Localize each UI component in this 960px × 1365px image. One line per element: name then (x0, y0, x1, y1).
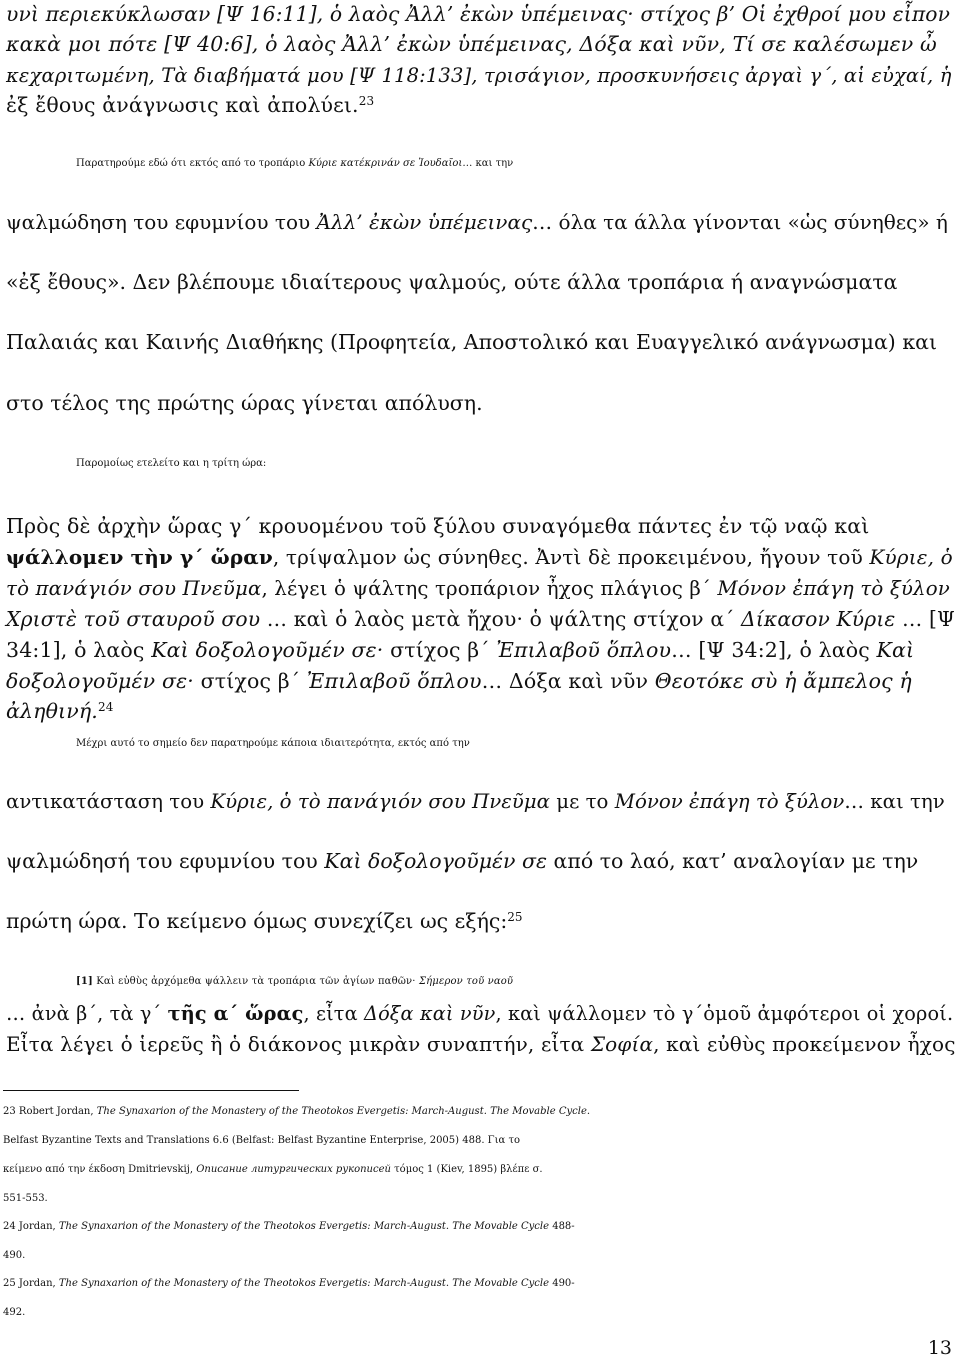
text-line: 34:1], ὁ λαὸς Καὶ δοξολογοῦμέν σε· στίχος β΄ Ἐπιλαβοῦ ὅπλου… [Ψ 34:2], ὁ λαὸς Καὶ (6, 638, 915, 662)
footnote-25-line: 492. (3, 1307, 26, 1318)
text-line: ψάλλομεν τὴν γ΄ ὥραν, τρίψαλμον ὡς σύνηθες. Ἀντὶ δὲ προκειμένου, ἤγουν τοῦ Κύριε, ὁ (6, 545, 953, 569)
text-line: ἀληθινή.$^{24}$ (6, 699, 114, 723)
footnote-separator (3, 1090, 299, 1091)
footnote-23-line: κείμενο από την έκδοση Dmitrievskij, Описание литургических рукописей τόμος 1 (Kiev, 1895) βλέπε σ. (3, 1164, 543, 1175)
text-line: Πρὸς δὲ ἀρχὴν ὥρας γ΄ κρουομένου τοῦ ξύλου συναγόμεθα πάντες ἐν τῷ ναῷ καὶ (6, 514, 870, 538)
text-line: υνὶ περιεκύκλωσαν [Ψ 16:11], ὁ λαὸς Ἀλλ’ ἐκὼν ὑπέμεινας· στίχος β’ Οἱ ἐχθροί μου εἶπον (6, 2, 951, 26)
text-line: … ἀνὰ β΄, τὰ γ΄ τῆς α΄ ὥρας, εἶτα Δόξα καὶ νῦν, καὶ ψάλλομεν τὸ γ΄ὁμοῦ ἀμφότεροι οἱ χοροί. (6, 1002, 954, 1025)
text-line: «ἐξ ἔθους». Δεν βλέπουμε ιδιαίτερους ψαλμούς, ούτε άλλα τροπάρια ή αναγνώσματα (6, 270, 898, 294)
footnote-23: 23 Robert Jordan, The Synaxarion of the Monastery of the Theotokos Evergetis: March-August. The Movable Cycle. (3, 1106, 591, 1117)
text-line: στο τέλος της πρώτης ώρας γίνεται απόλυση. (6, 391, 483, 415)
text-line: πρώτη ώρα. Το κείμενο όμως συνεχίζει ως εξής:$^{25}$ (6, 909, 523, 933)
text-line: αντικατάσταση του Κύριε, ὁ τὸ πανάγιόν σου Πνεῦμα με το Μόνον ἐπάγη τὸ ξύλον… και την (6, 790, 945, 813)
text-line: κεχαριτωμένη, Τὰ διαβήματά μου [Ψ 118:133], τρισάγιον, προσκυνήσεις ἀργαὶ γ΄, αἱ εὐχαί, ἡ (6, 64, 952, 87)
text-line: Χριστὲ τοῦ σταυροῦ σου … καὶ ὁ λαὸς μετὰ ἤχου· ὁ ψάλτης στίχον α΄ Δίκασον Κύριε … [Ψ (6, 607, 955, 631)
footnote-ref: 23 (358, 94, 375, 108)
text-line: Μέχρι αυτό το σημείο δεν παρατηρούμε κάποια ιδιαιτερότητα, εκτός από την (76, 738, 470, 749)
text-line: ἐξ ἔθους ἀνάγνωσις καὶ ἀπολύει.$^{23}$ (6, 93, 375, 117)
text-line: Παλαιάς και Καινής Διαθήκης (Προφητεία, Αποστολικό και Ευαγγελικό ανάγνωσμα) και (6, 330, 938, 354)
text-line: Εἶτα λέγει ὁ ἱερεῦς ἢ ὁ διάκονος μικρὰν συναπτήν, εἶτα Σοφία, καὶ εὐθὺς προκείμενον ἦχος (6, 1032, 956, 1056)
text-line: Παρατηρούμε εδώ ότι εκτός από το τροπάριο Κύριε κατέκρινάν σε Ἰουδαῖοι… και την (76, 158, 514, 169)
footnote-23-line: 551-553. (3, 1193, 48, 1204)
text-line: κακὰ μοι πότε [Ψ 40:6], ὁ λαὸς Ἀλλ’ ἐκὼν ὑπέμεινας, Δόξα καὶ νῦν, Τί σε καλέσωμεν ὦ (6, 32, 937, 56)
footnote-ref: 25 (507, 910, 523, 924)
text-line: τὸ πανάγιόν σου Πνεῦμα, λέγει ὁ ψάλτης τροπάριον ἦχος πλάγιος β΄ Μόνον ἐπάγη τὸ ξύλον (6, 577, 950, 600)
text-line: [1] Καὶ εὐθὺς ἀρχόμεθα ψάλλειν τὰ τροπάρια τῶν ἁγίων παθῶν· Σήμερον τοῦ ναοῦ (76, 976, 514, 987)
footnote-25: 25 Jordan, The Synaxarion of the Monastery of the Theotokos Evergetis: March-August. The Movable Cycle 490- (3, 1278, 575, 1289)
text-line: δοξολογοῦμέν σε· στίχος β΄ Ἐπιλαβοῦ ὅπλου… Δόξα καὶ νῦν Θεοτόκε σὺ ἡ ἄμπελος ἡ (6, 669, 912, 693)
text-line: ψαλμώδηση του εφυμνίου του Ἀλλ’ ἐκὼν ὑπέμεινας… όλα τα άλλα γίνονται «ὡς σύνηθες» ή (6, 210, 948, 234)
text-line: ψαλμώδησή του εφυμνίου του Καὶ δοξολογοῦμέν σε από το λαό, κατ’ αναλογίαν με την (6, 849, 919, 873)
footnote-24-line: 490. (3, 1250, 26, 1261)
text-line: Παρομοίως ετελείτο και η τρίτη ώρα: (76, 458, 267, 469)
footnote-23-line: Belfast Byzantine Texts and Translations 6.6 (Belfast: Belfast Byzantine Enterprise, 2005) 488. Για το (3, 1135, 521, 1146)
footnote-24: 24 Jordan, The Synaxarion of the Monastery of the Theotokos Evergetis: March-August. The Movable Cycle 488- (3, 1221, 575, 1232)
footnote-ref: 24 (97, 700, 114, 714)
page-number: 13 (927, 1337, 952, 1359)
